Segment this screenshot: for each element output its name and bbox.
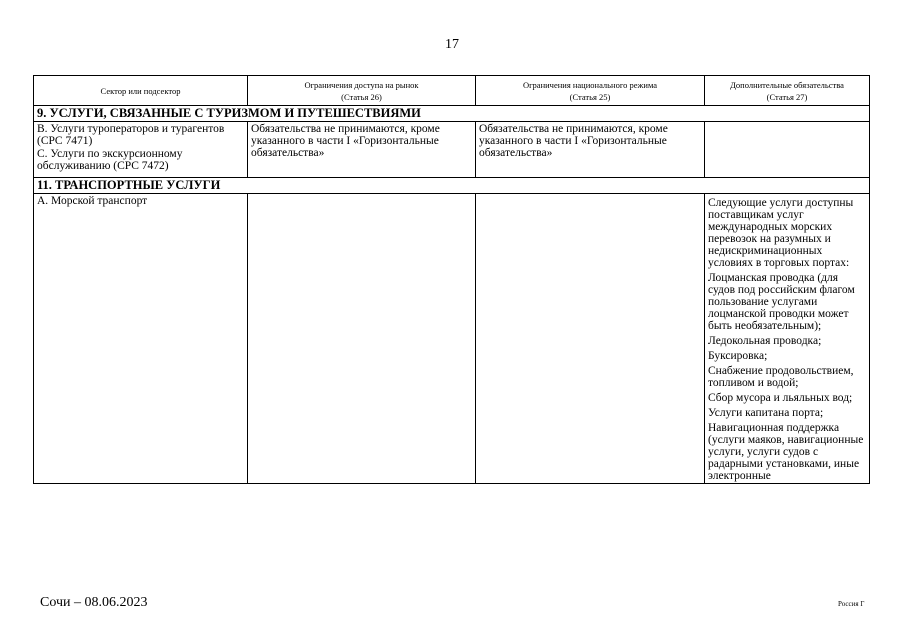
header-market-access: Ограничения доступа на рынок (Статья 26) (248, 76, 476, 106)
list-item: Услуги капитана порта; (708, 407, 824, 419)
list-item: Сбор мусора и льяльных вод; (708, 392, 853, 404)
list-item: Ледокольная проводка; (708, 335, 822, 347)
footer-country: Россия Г (838, 600, 865, 608)
market-access-cell: Обязательства не принимаются, кроме указанного в части I «Горизонтальные обязательства» (248, 122, 476, 178)
header-national-treatment: Ограничения национального режима (Статья 25) (476, 76, 705, 106)
commitments-table (33, 75, 870, 484)
sector-line: B. Услуги туроператоров и турагентов (CPC 7471) (37, 123, 225, 147)
national-treatment-cell (476, 194, 705, 484)
list-item: Снабжение продовольствием, топливом и водой; (708, 365, 854, 389)
list-item: Лоцманская проводка (для судов под российским флагом пользование услугами лоцманской проводки может быть необязательным); (708, 272, 855, 332)
section-title: 9. УСЛУГИ, СВЯЗАННЫЕ С ТУРИЗМОМ И ПУТЕШЕСТВИЯМИ (34, 106, 870, 122)
sector-cell (34, 122, 248, 178)
additional-cell (705, 194, 870, 484)
section-row-tourism (34, 106, 870, 122)
section-row-transport (34, 178, 870, 194)
table-row (34, 122, 870, 178)
additional-cell (705, 122, 870, 178)
header-additional-commitments: Дополнительные обязательства (Статья 27) (705, 76, 870, 106)
footer-date: Сочи – 08.06.2023 (40, 595, 148, 610)
table-header-row (34, 76, 870, 106)
list-item: Навигационная поддержка (услуги маяков, навигационные услуги, услуги судов с радарными установками, иные электронные (708, 422, 864, 482)
sector-line: C. Услуги по экскурсионному обслуживанию (CPC 7472) (37, 148, 183, 172)
market-access-cell (248, 194, 476, 484)
section-title: 11. ТРАНСПОРТНЫЕ УСЛУГИ (34, 178, 870, 194)
page-number: 17 (445, 37, 459, 52)
sector-cell: A. Морской транспорт (34, 194, 248, 484)
table-row (34, 194, 870, 484)
header-sector: Сектор или подсектор (34, 76, 248, 106)
list-item: Буксировка; (708, 350, 768, 362)
list-item: Следующие услуги доступны поставщикам услуг международных морских перевозок на разумных и недискриминационных условиях в торговых портах: (708, 197, 854, 269)
national-treatment-cell: Обязательства не принимаются, кроме указанного в части I «Горизонтальные обязательства» (476, 122, 705, 178)
